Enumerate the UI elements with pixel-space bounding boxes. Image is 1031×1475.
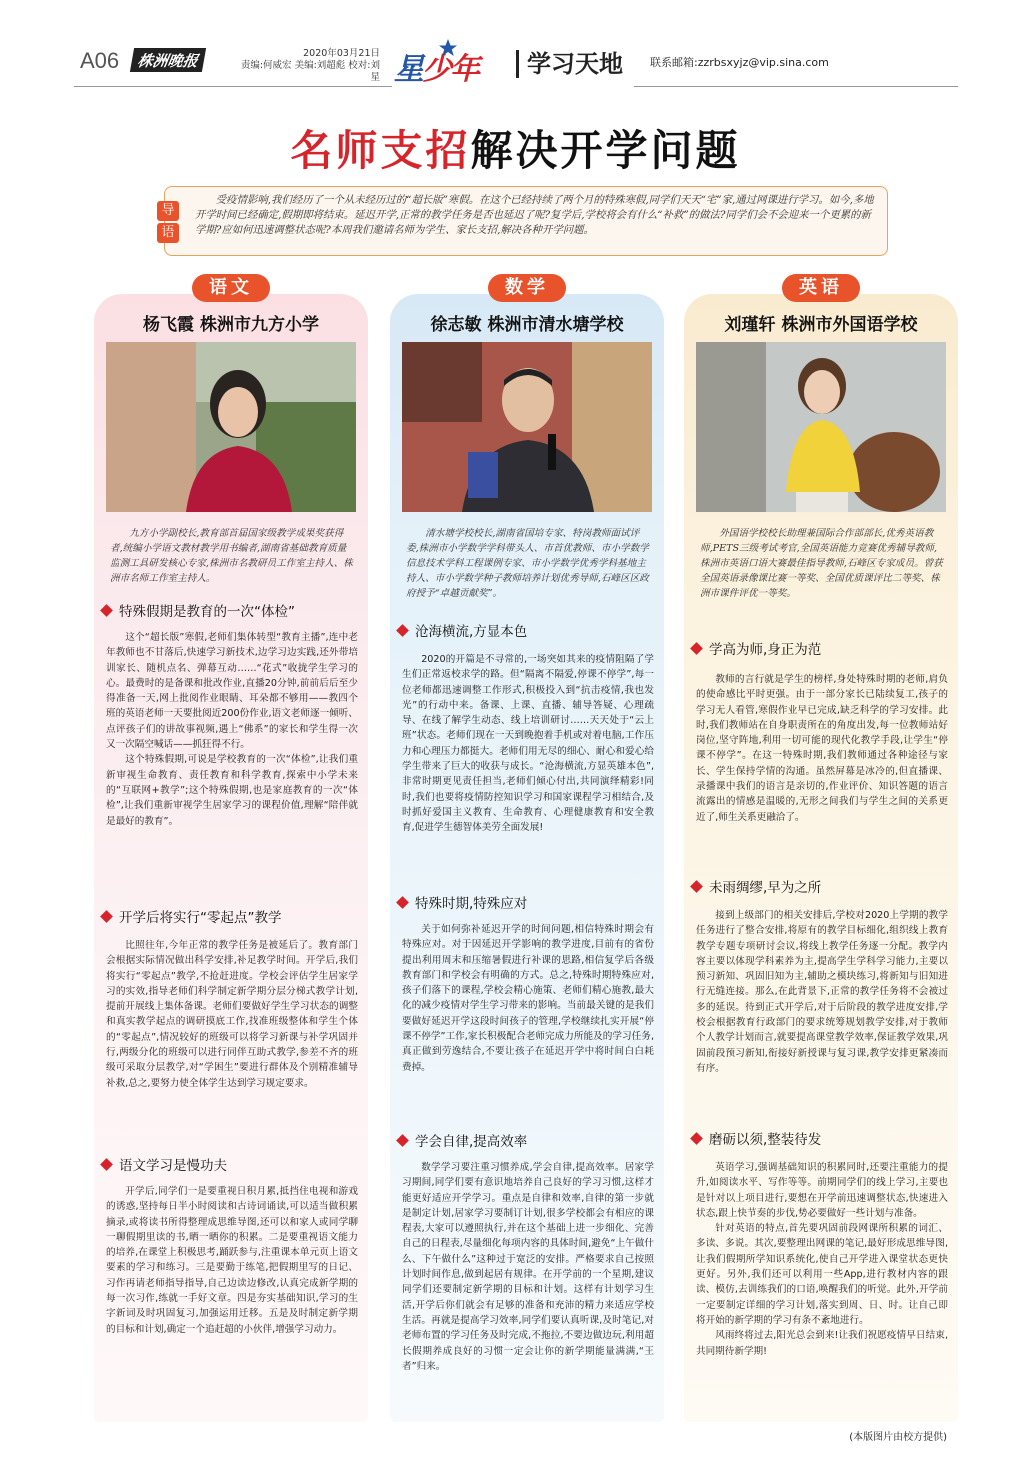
teacher-name: 徐志敏 株洲市清水塘学校	[430, 315, 624, 335]
section-body	[402, 1160, 654, 1374]
section-body	[696, 1160, 948, 1359]
teacher-photo	[402, 342, 652, 512]
subject-badge: 数学	[488, 274, 566, 302]
diamond-icon	[100, 910, 113, 923]
paragraph: 英语学习,强调基础知识的积累同时,还要注重能力的提升,如阅读水平、写作等等。前期同学们的线上学习,主要也是针对以上项目进行,要想在开学前迅速调整状态,快速进入状态,跟上快节奏的步伐,势必要做好一些计划与准备。	[696, 1162, 948, 1219]
contact-email: 联系邮箱:zzrbsxyjz@vip.sina.com	[650, 56, 829, 69]
section-title: 磨砺以须,整装待发	[709, 1132, 822, 1148]
paragraph: 比照往年,今年正常的教学任务是被延后了。教育部门会根据实际情况做出科学安排,补足教学时间。开学后,我们将实行“零起点”教学,不抢赶进度。学校会评估学生居家学习的实效,指导老师们科学制定新学期分层分梯式教学计划,提前开展线上集体备课。老师们要做好学生学习状态的调整和真实教学起点的调研摸底工作,找准班级整体和学生个体的“零起点”,情况较好的班级可以将学习新课与补学巩固并行,两级分化的班级可以进行同伴互助式教学,参差不齐的班级可采取分层教学,对“学困生”要进行群体及个别精准辅导补救,总之,要努力使全体学生达到学习规定要求。	[106, 940, 358, 1089]
newspaper-logo: 株洲晚报	[130, 48, 206, 72]
paragraph: 教师的言行就是学生的榜样,身处特殊时期的老师,肩负的使命感比平时更强。由于一部分家长已陆续复工,孩子的学习无人看管,寒假作业早已完成,缺乏科学的学习安排。此时,我们教师站在自身职责所在的角度出发,每一位教师站好岗位,坚守阵地,利用一切可能的现代化教学手段,让学生“停课不停学”。在这一特殊时期,我们教师通过各种途径与家长、学生保持学情的沟通。虽然屏幕是冰冷的,但直播课、录播课中我们的语言是亲切的,作业评价、知识答题的语言流露出的情感是温暖的,无形之间我们与学生之间的关系更近了,师生关系更融洽了。	[696, 674, 948, 823]
section-heading	[692, 1128, 821, 1148]
paragraph: 2020的开篇是不寻常的,一场突如其来的疫情阻隔了学生们正常返校求学的路。但“隔离不隔爱,停课不停学”,每一位老师都迅速调整工作形式,积极投入到“抗击疫情,我也发光”的行动中来。备课、上课、直播、辅导答疑、心理疏导、在线了解学生动态、线上培训研讨……天天处于“云上班”状态。老师们现在一天到晚抱着手机或对着电脑,工作压力和心理压力都挺大。老师们用无尽的细心、耐心和爱心给学生带来了巨大的收获与成长。“沧海横流,方显英雄本色”,非常时期更见责任担当,老师们倾心付出,共同演绎精彩!同时,我们也要将疫情防控知识学习和国家课程学习相结合,及时抓好爱国主义教育、生命教育、心理健康教育和安全教育,促进学生德智体美劳全面发展!	[402, 654, 654, 834]
photo-credit: (本版图片由校方提供)	[849, 1432, 947, 1443]
teacher-portrait-image	[106, 342, 356, 512]
section-heading	[102, 600, 295, 620]
issue-meta	[240, 48, 380, 84]
headline-red: 名师支招	[290, 126, 471, 175]
subject-badge: 语文	[192, 274, 270, 302]
diamond-icon	[690, 1132, 703, 1145]
section-title: 未雨绸缪,早为之所	[709, 880, 822, 896]
diamond-icon	[100, 604, 113, 617]
headline-black: 解决开学问题	[470, 126, 741, 175]
column-english	[684, 277, 958, 1422]
teacher-bio: 九方小学副校长,教育部首届国家级教学成果奖获得者,统编小学语文教材教学用书编者,湖南省基础教育质量监测工具研发核心专家,株洲市名教研员工作室主持人、株洲市名师工作室主持人。	[110, 528, 353, 584]
section-body	[106, 1184, 358, 1337]
section-heading	[692, 638, 821, 658]
section-body	[106, 630, 358, 829]
teacher-portrait-image	[402, 342, 652, 512]
teacher-photo	[696, 342, 946, 512]
paragraph: 这个“超长版”寒假,老师们集体转型“教育主播”,连中老年教师也不甘落后,快速学习新技术,边学习边实践,还外带培训家长、随机点名、弹幕互动……“花式”收拢学生学习的心。最费时的是备课和批改作业,直播20分钟,前前后后至少得准备一天,网上批阅作业眼睛、耳朵都不够用——教四个班的英语老师一天要批阅近200份作业,语文老师逐一倾听、点评孩子们的讲故事视频,遇上“佛系”的家长和学生得一次又一次隔空喊话——抓狂得不行。	[106, 632, 358, 751]
issue-staff: 责编:何威宏 美编:刘超彪 校对:刘星	[240, 60, 380, 83]
section-brand-logo	[394, 44, 504, 96]
page-headline	[0, 118, 1031, 178]
section-heading	[398, 892, 527, 912]
intro-badge-char: 语	[157, 223, 179, 243]
diamond-icon	[100, 1158, 113, 1171]
section-title: 学高为师,身正为范	[709, 642, 822, 658]
intro-box	[161, 186, 888, 256]
paragraph: 接到上级部门的相关安排后,学校对2020上学期的教学任务进行了整合安排,将原有的教学目标细化,组织线上教育教学专题专项研讨会议,将线上教学任务逐一分配。教学内容主要以体现学科素养为主,提高学生学科学习能力,主要以预习新知、巩固旧知为主,辅助之模块练习,将新知与旧知进行无缝连接。那么,在此背景下,正常的教学任务将不会被过多的延误。待到正式开学后,对于后阶段的教学进度安排,学校会根据教育行政部门的要求统筹规划教学安排,对于教师个人教学计划而言,就要提高课堂教学效率,保证教学效果,巩固前段预习新知,衔接好新授课与复习课,教学安排更紧凑而有序。	[696, 910, 948, 1074]
section-title: 学会自律,提高效率	[415, 1134, 528, 1150]
header-rule-right	[634, 86, 958, 87]
section-title: 沧海横流,方显本色	[415, 624, 528, 640]
section-title: 特殊时期,特殊应对	[415, 896, 528, 912]
star-icon	[438, 38, 458, 58]
section-body	[696, 908, 948, 1076]
section-title: 语文学习是慢功夫	[119, 1158, 227, 1174]
section-name: 学习天地	[516, 50, 623, 78]
page-header	[0, 0, 1031, 108]
section-body	[106, 938, 358, 1091]
paragraph: 这个特殊假期,可说是学校教育的一次“体检”,让我们重新审视生命教育、责任教育和科学教育,探索中小学未来的“互联网+教学”;这个特殊假期,也是家庭教育的一次“体检”,让我们重新审视学生居家学习的课程价值,理解“陪伴就是最好的教育”。	[106, 754, 358, 827]
teacher-name: 杨飞霞 株洲市九方小学	[143, 315, 319, 335]
paragraph: 开学后,同学们一是要重视日积月累,抵挡住电视和游戏的诱惑,坚持每日半小时阅读和古诗词诵读,可以适当做积累摘录,或将读书所得整理成思维导图,还可以和家人或同学聊一聊假期里读的书,晒一晒你的积累。二是要重视语文能力的培养,在课堂上积极思考,踊跃参与,注重课本单元页上语文要素的学习和练习。三是要勤于练笔,把假期里写的日记、习作再请老师指导指导,自己边读边修改,认真完成新学期的每一次习作,练就一手好文章。四是夯实基础知识,学习的生字新词及时巩固复习,加强运用迁移。五是及时制定新学期的目标和计划,确定一个追赶超的小伙伴,增强学习动力。	[106, 1186, 358, 1335]
section-body	[696, 672, 948, 825]
intro-badge	[157, 201, 181, 243]
diamond-icon	[396, 1134, 409, 1147]
teacher-photo	[106, 342, 356, 512]
section-heading	[102, 1154, 227, 1174]
section-heading	[102, 906, 282, 926]
section-body	[402, 922, 654, 1075]
paragraph: 针对英语的特点,首先要巩固前段网课所积累的词汇、多读、多说。其次,要整理出网课的笔记,最好形成思维导图,让我们假期所学知识系统化,使自己开学进入课堂状态更快更好。另外,我们还可以利用一些App,进行教材内容的跟读、模仿,去训练我们的口语,唤醒我们的听觉。此外,开学前一定要制定详细的学习计划,落实到周、日、时。让自己即将开始的新学期的学习有条不紊地进行。	[696, 1223, 948, 1326]
intro-badge-char: 导	[157, 201, 179, 221]
section-title: 开学后将实行“零起点”教学	[119, 910, 282, 926]
paragraph: 关于如何弥补延迟开学的时间问题,相信特殊时期会有特殊应对。对于因延迟开学影响的教学进度,目前有的省份提出利用周末和压缩暑假进行补课的思路,相信复学后各级教育部门和学校会有明确的方式。总之,特殊时期特殊应对,孩子们落下的课程,学校会精心施策、老师们精心施教,最大化的减少疫情对学生学习带来的影响。当前最关键的是我们要做好延迟开学这段时间孩子的管理,学校继续扎实开展“停课不停学”工作,家长积极配合老师完成力所能及的学习任务,真正做到劳逸结合,不要让孩子在延迟开学中将时间白白耗费掉。	[402, 924, 654, 1073]
diamond-icon	[396, 896, 409, 909]
brand-char-a: 星	[394, 52, 422, 87]
column-math	[390, 277, 664, 1422]
page-number: A06	[80, 48, 120, 73]
header-rule-left	[74, 86, 392, 87]
teacher-bio: 外国语学校校长助理兼国际合作部部长,优秀英语教师,PETS三级考试考官,全国英语能力竞赛优秀辅导教师,株洲市英语口语大赛最佳指导教师,石峰区专家成员。曾获全国英语录像课比赛一等奖、全国优质课评比二等奖、株洲市课件评优一等奖。	[700, 528, 943, 599]
subject-badge: 英语	[782, 274, 860, 302]
paragraph: 风雨终将过去,阳光总会到来!让我们祝愿疫情早日结束,共同期待新学期!	[696, 1330, 948, 1357]
section-heading	[398, 1130, 527, 1150]
paragraph: 数学学习要注重习惯养成,学会自律,提高效率。居家学习期间,同学们要有意识地培养自己良好的学习习惯,这样才能更好适应开学学习。重点是自律和效率,自律的第一步就是制定计划,居家学习要制订计划,很多学校都会有相应的课程表,大家可以遵照执行,并在这个基础上进一步细化、完善自己的日程表,尽量细化每项内容的具体时间,避免“上午做什么、下午做什么”这种过于宽泛的安排。严格要求自己按照计划时间作息,做到起居有规律。在开学前的一个星期,建议同学们还要制定新学期的目标和计划。这样有计划学习生活,开学后你们就会有足够的准备和充沛的精力来适应学校生活。再就是提高学习效率,同学们要认真听课,及时笔记,对老师布置的学习任务及时完成,不拖拉,不要边做边玩,利用超长假期养成良好的习惯一定会让你的新学期能量满满,“王者”归来。	[402, 1162, 654, 1372]
section-heading	[398, 620, 527, 640]
section-title: 特殊假期是教育的一次“体检”	[119, 604, 295, 620]
teacher-name: 刘瑾轩 株洲市外国语学校	[724, 315, 918, 335]
diamond-icon	[396, 624, 409, 637]
column-chinese	[94, 277, 368, 1422]
intro-text: 受疫情影响,我们经历了一个从未经历过的“超长版”寒假。在这个已经持续了两个月的特殊寒假,同学们天天“宅”家,通过网课进行学习。如今,多地开学时间已经确定,假期即将结束。延迟开学,正常的教学任务是否也延迟了呢?复学后,学校将会有什么“补救”的做法?同学们会不会迎来一个更累的新学期?应如何迅速调整状态呢?本周我们邀请名师为学生、家长支招,解决各种开学问题。	[195, 194, 874, 236]
teacher-portrait-image	[696, 342, 946, 512]
teacher-bio: 清水塘学校校长,湖南省国培专家、特岗教师面试评委,株洲市小学数学学科带头人、市首优教师、市小学数学信息技术学科工程课例专家、市小学数学优秀学科基地主持人、市小学数学种子教师培养计划优秀导师,石峰区区政府授予“卓越贡献奖”。	[406, 528, 649, 599]
diamond-icon	[690, 642, 703, 655]
section-heading	[692, 876, 821, 896]
brand-char-b: 少年	[422, 52, 478, 87]
diamond-icon	[690, 880, 703, 893]
issue-date: 2020年03月21日	[303, 48, 380, 59]
section-body	[402, 652, 654, 836]
